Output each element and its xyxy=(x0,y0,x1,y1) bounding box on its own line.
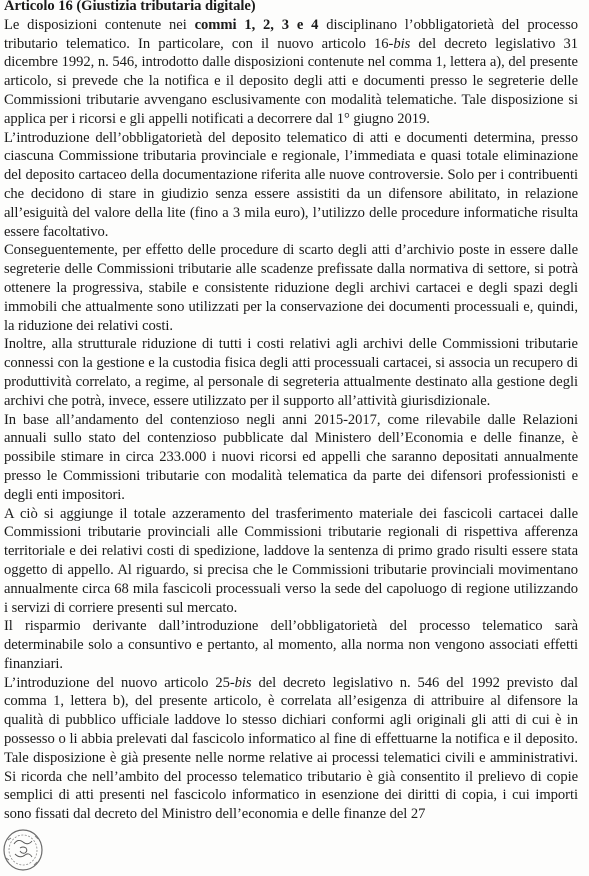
paragraph-1-text-a: Le disposizioni contenute nei xyxy=(4,16,195,33)
article-heading: Articolo 16 (Giustizia tributaria digitale) xyxy=(4,0,256,14)
paragraph-4: Inoltre, alla strutturale riduzione di tutti i costi relativi agli archivi delle Commissioni tributarie connessi con la gestione e la custodia fisica degli atti processuali cartacei, si associa un recupero di produttività correlato, a regime, al personale di segreteria attualmente destinato alla gestione degli archivi che potrà, invece, essere utilizzato per il supporto all’attività giurisdizionale. xyxy=(4,336,578,409)
document-body xyxy=(4,0,578,824)
paragraph-1-bold: commi 1, 2, 3 e 4 xyxy=(194,16,319,33)
paragraph-1-text-b: disciplinano l’obbligatorietà del processo tributario telematico. In particolare, con il nuovo articolo 16- xyxy=(4,16,579,52)
paragraph-8-text-a: L’introduzione del nuovo articolo 25- xyxy=(4,674,235,691)
paragraph-2: L’introduzione dell’obbligatorietà del deposito telematico di atti e documenti determina, presso ciascuna Commissione tributaria provinciale e regionale, l’immediata e quasi totale eliminazione del deposito cartaceo della documentazione riferita alle nuove controversie. Solo per i contribuenti che decidono di stare in giudizio senza essere assistiti da un difensore abilitato, in relazione all’esiguità del valore della lite (fino a 3 mila euro), l’utilizzo delle procedure informatiche risulta essere facoltativo. xyxy=(4,129,578,240)
paragraph-1 xyxy=(4,16,578,129)
official-stamp-icon xyxy=(0,826,46,874)
paragraph-7: Il risparmio derivante dall’introduzione dell’obbligatorietà del processo telematico sarà determinabile solo a consuntivo e pertanto, al momento, alla norma non vengono associati effetti finanziari. xyxy=(4,618,578,672)
paragraph-8-text-b: del decreto legislativo n. 546 del 1992 previsto dal comma 1, lettera b), del presente articolo, è correlata all’esigenza di attribuire al difensore la qualità di pubblico ufficiale laddove lo stesso dichiari conformi agli originali gli atti di cui è in possesso o li abbia prelevati dal fascicolo informatico al fine di effettuarne la notifica e il deposito. Tale disposizione è già presente nelle norme relative ai processi telematici civili e amministrativi. Si ricorda che nell’ambito del processo telematico tributario è già consentito il prelievo di copie semplici di atti presenti nel fascicolo informatico in esenzione dei diritti di copia, i cui importi sono fissati dal decreto del Ministro dell’economia e delle finanze del 27 xyxy=(4,674,578,823)
paragraph-6: A ciò si aggiunge il totale azzeramento del trasferimento materiale dei fascicoli cartacei dalle Commissioni tributarie provinciali alle Commissioni tributarie regionali di rispettiva afferenza territoriale e dei relativi costi di spedizione, laddove la sentenza di primo grado risulti essere stata oggetto di appello. Al riguardo, si precisa che le Commissioni tributarie provinciali movimentano annualmente circa 68 mila fascicoli processuali verso la sede del capoluogo di regione utilizzando i servizi di corriere presenti sul mercato. xyxy=(4,505,578,616)
paragraph-8 xyxy=(4,674,578,824)
paragraph-1-italic: bis xyxy=(393,35,411,52)
paragraph-5: In base all’andamento del contenzioso negli anni 2015-2017, come rilevabile dalle Relazioni annuali sullo stato del contenzioso pubblicate dal Ministero dell’Economia e delle finanze, è possibile stimare in circa 233.000 i nuovi ricorsi ed appelli che saranno depositati annualmente presso le Commissioni tributarie con modalità telematica da parte dei difensori professionisti e degli enti impositori. xyxy=(4,411,578,503)
paragraph-1-text-c: del decreto legislativo 31 dicembre 1992, n. 546, introdotto dalle disposizioni contenute nel comma 1, lettera a), del presente articolo, si prevede che la notifica e il deposito degli atti e documenti presso le segreterie delle Commissioni tributarie avvengano esclusivamente con modalità telematiche. Tale disposizione si applica per i ricorsi e gli appelli notificati a decorrere dal 1° giugno 2019. xyxy=(4,35,579,127)
paragraph-8-italic: bis xyxy=(234,674,252,691)
paragraph-3: Conseguentemente, per effetto delle procedure di scarto degli atti d’archivio poste in essere dalle segreterie delle Commissioni tributarie alle scadenze prefissate dalla normativa di settore, si potrà ottenere la progressiva, stabile e consistente riduzione degli archivi cartacei e degli spazi degli immobili che attualmente sono utilizzati per la conservazione dei documenti processuali e, quindi, la riduzione dei relativi costi. xyxy=(4,242,578,334)
